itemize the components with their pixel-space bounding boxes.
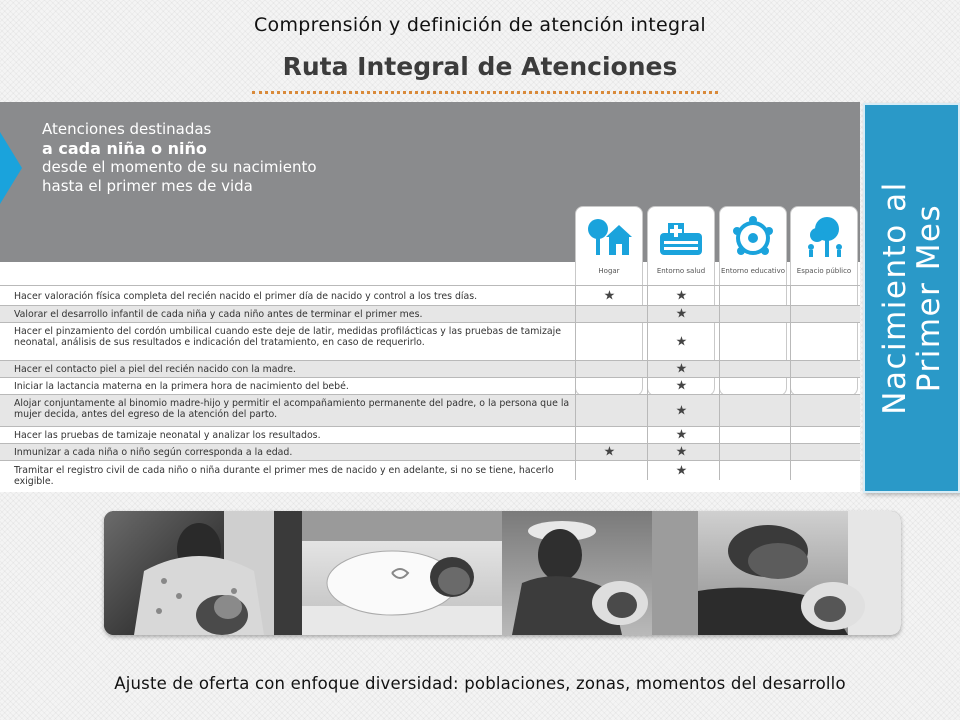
health-building-icon (658, 215, 704, 261)
row-cell (647, 323, 715, 360)
photo-mother-newborn (502, 511, 698, 635)
row-cell (647, 286, 715, 305)
row-cell (719, 378, 787, 394)
attention-panel (0, 102, 860, 492)
side-tab-line-1: Nacimiento al (876, 181, 913, 415)
row-cell (647, 361, 715, 377)
row-description: Tramitar el registro civil de cada niño o niña durante el primer mes de nacido y en adelante, si no se tiene, hacerlo exigible. (14, 465, 554, 487)
row-cell (575, 378, 643, 394)
row-description: Hacer las pruebas de tamizaje neonatal y analizar los resultados. (14, 430, 321, 441)
column-label-espacio-publico: Espacio público (796, 267, 852, 275)
photo-father-newborn (698, 511, 901, 635)
column-label-entorno-educativo: Entorno educativo (720, 267, 786, 275)
row-cell (719, 461, 787, 480)
star-icon: ★ (675, 463, 688, 478)
star-icon: ★ (675, 361, 688, 377)
row-cell (647, 378, 715, 394)
row-cell (790, 361, 858, 377)
table-row (0, 285, 860, 305)
row-description: Valorar el desarrollo infantil de cada niña y cada niño antes de terminar el primer mes. (14, 309, 423, 320)
star-icon: ★ (675, 403, 688, 418)
row-cell (790, 444, 858, 460)
row-cell (790, 395, 858, 426)
heading-line-4: hasta el primer mes de vida (42, 177, 253, 195)
star-icon: ★ (603, 444, 616, 460)
house-tree-icon (586, 215, 632, 261)
row-cell (719, 306, 787, 322)
side-tab-line-2: Primer Mes (910, 203, 947, 393)
heading-line-3: desde el momento de su nacimiento (42, 158, 317, 176)
row-description: Hacer valoración física completa del recién nacido el primer día de nacido y control a los tres días. (14, 291, 478, 302)
page-subtitle: Comprensión y definición de atención integral (253, 14, 707, 36)
table-row (0, 460, 860, 487)
row-cell (790, 306, 858, 322)
photo-newborn-bassinet (302, 511, 502, 635)
table-row (0, 305, 860, 322)
row-cell (790, 461, 858, 480)
footer-caption: Ajuste de oferta con enfoque diversidad: poblaciones, zonas, momentos del desarrollo (114, 674, 846, 693)
row-cell (647, 427, 715, 443)
column-label-entorno-salud: Entorno salud (656, 267, 706, 275)
row-cell (647, 395, 715, 426)
row-description: Hacer el contacto piel a piel del recién nacido con la madre. (14, 364, 296, 375)
star-icon: ★ (675, 288, 688, 303)
page-title: Ruta Integral de Atenciones (282, 52, 678, 81)
table-row (0, 443, 860, 460)
row-cell (719, 395, 787, 426)
row-description: Hacer el pinzamiento del cordón umbilical cuando este deje de latir, medidas profilácticas y las pruebas de tamizaje neonatal, análisis de sus resultados e indicación del tratamiento, en caso de requerirlo. (14, 326, 561, 348)
row-description: Inmunizar a cada niña o niño según corresponda a la edad. (14, 447, 293, 458)
row-cell (647, 444, 715, 460)
row-cell (719, 323, 787, 360)
photo-strip (104, 511, 901, 635)
star-icon: ★ (675, 378, 688, 394)
row-cell (575, 395, 643, 426)
column-label-hogar: Hogar (598, 267, 620, 275)
star-icon: ★ (675, 306, 688, 322)
table-row (0, 360, 860, 377)
table-row (0, 426, 860, 443)
row-cell (719, 286, 787, 305)
row-description: Alojar conjuntamente al binomio madre-hijo y permitir el acompañamiento permanente del padre, o la persona que la mujer decida, antes del egreso de la atención del parto. (14, 398, 570, 420)
row-cell (719, 444, 787, 460)
side-tab (863, 103, 960, 493)
row-cell (575, 461, 643, 480)
row-cell (719, 427, 787, 443)
panel-arrow-marker (0, 132, 22, 204)
row-cell (790, 378, 858, 394)
heading-line-2: a cada niña o niño (42, 139, 207, 158)
row-cell (719, 361, 787, 377)
star-icon: ★ (675, 444, 688, 460)
row-description: Iniciar la lactancia materna en la primera hora de nacimiento del bebé. (14, 381, 349, 392)
row-cell (790, 323, 858, 360)
panel-heading (42, 120, 317, 196)
row-cell (575, 286, 643, 305)
row-cell (575, 444, 643, 460)
row-cell (575, 323, 643, 360)
tree-people-icon (801, 215, 847, 261)
title-dotted-rule (252, 91, 718, 94)
table-row (0, 394, 860, 426)
star-icon: ★ (603, 288, 616, 303)
star-icon: ★ (675, 334, 688, 349)
row-cell (575, 427, 643, 443)
row-cell (790, 286, 858, 305)
row-cell (647, 306, 715, 322)
row-cell (647, 461, 715, 480)
star-icon: ★ (675, 427, 688, 443)
row-cell (575, 306, 643, 322)
side-tab-title (878, 108, 946, 488)
row-cell (790, 427, 858, 443)
table-row (0, 322, 860, 360)
children-circle-icon (730, 215, 776, 261)
row-cell (575, 361, 643, 377)
photo-breastfeeding (104, 511, 302, 635)
heading-line-1: Atenciones destinadas (42, 120, 212, 138)
table-row (0, 377, 860, 394)
